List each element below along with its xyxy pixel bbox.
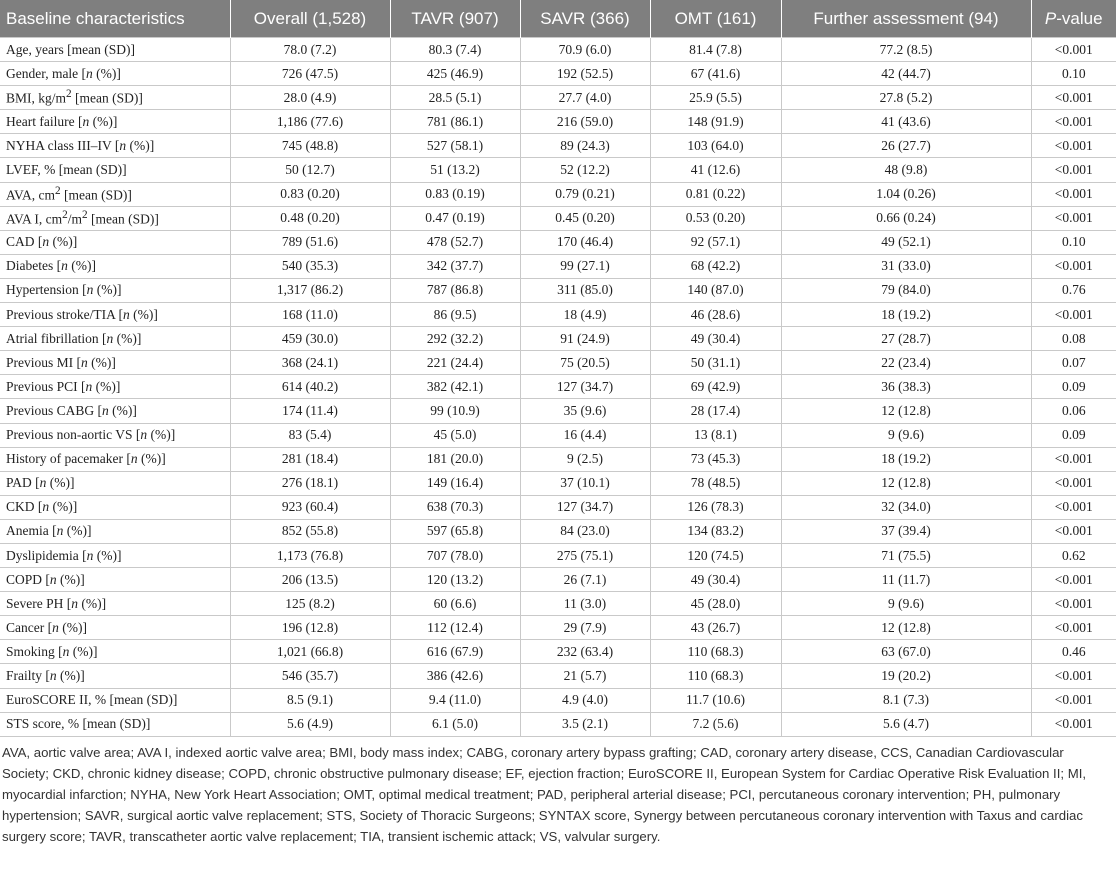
table-row [0, 351, 1116, 375]
table-cell: 73 (45.3) [650, 447, 781, 471]
table-cell: 1.04 (0.26) [781, 182, 1031, 206]
table-cell: 4.9 (4.0) [520, 688, 650, 712]
table-cell: 80.3 (7.4) [390, 38, 520, 62]
table-cell: 787 (86.8) [390, 278, 520, 302]
table-cell: 232 (63.4) [520, 640, 650, 664]
table-cell: 9 (9.6) [781, 592, 1031, 616]
row-label-cell: Previous CABG [n (%)] [0, 399, 230, 423]
table-cell: 9 (2.5) [520, 447, 650, 471]
table-cell: 0.53 (0.20) [650, 206, 781, 230]
table-cell: 127 (34.7) [520, 495, 650, 519]
table-cell: 43 (26.7) [650, 616, 781, 640]
table-cell: 26 (7.1) [520, 568, 650, 592]
table-footnote: AVA, aortic valve area; AVA I, indexed aortic valve area; BMI, body mass index; CABG, coronary artery bypass grafting; CAD, coronary artery disease, CCS, Canadian Cardiovascular Society; CKD, chronic kidney disease; COPD, chronic obstructive pulmonary disease; EF, ejection fraction; EuroSCORE II, European System for Cardiac Operative Risk Evaluation II; MI, myocardial infarction; NYHA, New York Heart Association; OMT, optimal medical treatment; PAD, peripheral arterial disease; PCI, percutaneous coronary intervention; PH, pulmonary hypertension; SAVR, surgical aortic valve replacement; STS, Society of Thoracic Surgeons; SYNTAX score, Synergy between percutaneous coronary intervention with Taxus and cardiac surgery score; TAVR, transcatheter aortic valve replacement; TIA, transient ischemic attack; VS, valvular surgery. [2, 744, 1087, 844]
table-cell: 745 (48.8) [230, 134, 390, 158]
table-cell: 9 (9.6) [781, 423, 1031, 447]
table-cell: 46 (28.6) [650, 303, 781, 327]
table-row [0, 640, 1116, 664]
table-cell: 0.47 (0.19) [390, 206, 520, 230]
table-cell: 540 (35.3) [230, 254, 390, 278]
table-cell: 12 (12.8) [781, 399, 1031, 423]
table-cell: 126 (78.3) [650, 495, 781, 519]
table-row [0, 182, 1116, 206]
row-label-cell: PAD [n (%)] [0, 471, 230, 495]
row-label-cell: NYHA class III–IV [n (%)] [0, 134, 230, 158]
table-cell: 275 (75.1) [520, 543, 650, 567]
table-cell: 49 (30.4) [650, 568, 781, 592]
table-cell: 45 (5.0) [390, 423, 520, 447]
row-label-cell: CAD [n (%)] [0, 230, 230, 254]
table-cell: 67 (41.6) [650, 62, 781, 86]
table-row [0, 447, 1116, 471]
header-tavr: TAVR (907) [390, 0, 520, 38]
table-cell: 42 (44.7) [781, 62, 1031, 86]
table-cell: <0.001 [1031, 495, 1116, 519]
table-row [0, 616, 1116, 640]
table-row [0, 423, 1116, 447]
table-cell: 110 (68.3) [650, 664, 781, 688]
table-row [0, 62, 1116, 86]
table-cell: 18 (19.2) [781, 447, 1031, 471]
row-label-cell: Heart failure [n (%)] [0, 110, 230, 134]
table-cell: 28.5 (5.1) [390, 86, 520, 110]
table-cell: 27.8 (5.2) [781, 86, 1031, 110]
table-cell: 37 (10.1) [520, 471, 650, 495]
header-overall: Overall (1,528) [230, 0, 390, 38]
table-cell: 36 (38.3) [781, 375, 1031, 399]
table-cell: <0.001 [1031, 134, 1116, 158]
row-label-cell: Dyslipidemia [n (%)] [0, 543, 230, 567]
table-row [0, 38, 1116, 62]
table-cell: 29 (7.9) [520, 616, 650, 640]
table-cell: 81.4 (7.8) [650, 38, 781, 62]
row-label-cell: Gender, male [n (%)] [0, 62, 230, 86]
table-cell: 16 (4.4) [520, 423, 650, 447]
table-row [0, 375, 1116, 399]
table-cell: 89 (24.3) [520, 134, 650, 158]
table-cell: 382 (42.1) [390, 375, 520, 399]
table-cell: 83 (5.4) [230, 423, 390, 447]
table-cell: 77.2 (8.5) [781, 38, 1031, 62]
table-cell: 11 (11.7) [781, 568, 1031, 592]
table-cell: 221 (24.4) [390, 351, 520, 375]
row-label-cell: Previous MI [n (%)] [0, 351, 230, 375]
table-cell: 7.2 (5.6) [650, 712, 781, 736]
table-cell: 789 (51.6) [230, 230, 390, 254]
table-cell: 32 (34.0) [781, 495, 1031, 519]
table-cell: 22 (23.4) [781, 351, 1031, 375]
table-cell: <0.001 [1031, 664, 1116, 688]
row-label-cell: CKD [n (%)] [0, 495, 230, 519]
table-cell: 170 (46.4) [520, 230, 650, 254]
table-cell: <0.001 [1031, 688, 1116, 712]
table-cell: 0.83 (0.19) [390, 182, 520, 206]
table-cell: 616 (67.9) [390, 640, 520, 664]
table-cell: 35 (9.6) [520, 399, 650, 423]
row-label-cell: Severe PH [n (%)] [0, 592, 230, 616]
table-row [0, 303, 1116, 327]
table-cell: 12 (12.8) [781, 616, 1031, 640]
header-baseline-characteristics: Baseline characteristics [0, 0, 230, 38]
table-cell: 368 (24.1) [230, 351, 390, 375]
table-cell: 276 (18.1) [230, 471, 390, 495]
table-cell: 478 (52.7) [390, 230, 520, 254]
table-cell: 78.0 (7.2) [230, 38, 390, 62]
table-cell: <0.001 [1031, 158, 1116, 182]
table-cell: 0.62 [1031, 543, 1116, 567]
table-row [0, 471, 1116, 495]
row-label-cell: Cancer [n (%)] [0, 616, 230, 640]
table-cell: 78 (48.5) [650, 471, 781, 495]
table-cell: 148 (91.9) [650, 110, 781, 134]
table-cell: <0.001 [1031, 592, 1116, 616]
table-cell: 21 (5.7) [520, 664, 650, 688]
table-cell: <0.001 [1031, 447, 1116, 471]
table-cell: 8.5 (9.1) [230, 688, 390, 712]
table-cell: 51 (13.2) [390, 158, 520, 182]
table-cell: 68 (42.2) [650, 254, 781, 278]
table-cell: 597 (65.8) [390, 519, 520, 543]
table-cell: 31 (33.0) [781, 254, 1031, 278]
table-cell: 27.7 (4.0) [520, 86, 650, 110]
table-cell: 192 (52.5) [520, 62, 650, 86]
table-cell: 0.48 (0.20) [230, 206, 390, 230]
table-cell: 281 (18.4) [230, 447, 390, 471]
table-row [0, 495, 1116, 519]
table-cell: 0.07 [1031, 351, 1116, 375]
table-cell: 45 (28.0) [650, 592, 781, 616]
table-cell: 726 (47.5) [230, 62, 390, 86]
row-label-cell: Previous non-aortic VS [n (%)] [0, 423, 230, 447]
table-cell: 127 (34.7) [520, 375, 650, 399]
table-cell: 1,317 (86.2) [230, 278, 390, 302]
table-cell: 49 (30.4) [650, 327, 781, 351]
table-cell: 174 (11.4) [230, 399, 390, 423]
table-row [0, 592, 1116, 616]
table-cell: 0.45 (0.20) [520, 206, 650, 230]
table-row [0, 110, 1116, 134]
table-cell: 50 (12.7) [230, 158, 390, 182]
table-cell: 5.6 (4.7) [781, 712, 1031, 736]
table-cell: 0.06 [1031, 399, 1116, 423]
table-cell: 342 (37.7) [390, 254, 520, 278]
table-cell: 28.0 (4.9) [230, 86, 390, 110]
table-cell: 84 (23.0) [520, 519, 650, 543]
table-cell: 48 (9.8) [781, 158, 1031, 182]
table-row [0, 568, 1116, 592]
table-cell: <0.001 [1031, 303, 1116, 327]
table-cell: 11.7 (10.6) [650, 688, 781, 712]
table-cell: 18 (19.2) [781, 303, 1031, 327]
row-label-cell: Hypertension [n (%)] [0, 278, 230, 302]
table-cell: 707 (78.0) [390, 543, 520, 567]
table-cell: 0.10 [1031, 62, 1116, 86]
table-cell: 60 (6.6) [390, 592, 520, 616]
table-cell: 99 (27.1) [520, 254, 650, 278]
row-label-cell: Previous PCI [n (%)] [0, 375, 230, 399]
table-cell: <0.001 [1031, 110, 1116, 134]
table-cell: 19 (20.2) [781, 664, 1031, 688]
table-cell: 1,186 (77.6) [230, 110, 390, 134]
table-cell: 86 (9.5) [390, 303, 520, 327]
header-omt: OMT (161) [650, 0, 781, 38]
table-cell: <0.001 [1031, 568, 1116, 592]
table-cell: 0.09 [1031, 423, 1116, 447]
row-label-cell: COPD [n (%)] [0, 568, 230, 592]
table-cell: 27 (28.7) [781, 327, 1031, 351]
table-row [0, 543, 1116, 567]
row-label-cell: Atrial fibrillation [n (%)] [0, 327, 230, 351]
table-row [0, 206, 1116, 230]
table-row [0, 327, 1116, 351]
table-cell: 110 (68.3) [650, 640, 781, 664]
table-cell: 386 (42.6) [390, 664, 520, 688]
table-cell: 781 (86.1) [390, 110, 520, 134]
table-cell: 0.81 (0.22) [650, 182, 781, 206]
table-cell: 0.66 (0.24) [781, 206, 1031, 230]
table-cell: 216 (59.0) [520, 110, 650, 134]
table-cell: 28 (17.4) [650, 399, 781, 423]
table-cell: 120 (74.5) [650, 543, 781, 567]
table-cell: <0.001 [1031, 616, 1116, 640]
table-cell: <0.001 [1031, 471, 1116, 495]
table-cell: 25.9 (5.5) [650, 86, 781, 110]
row-label-cell: Previous stroke/TIA [n (%)] [0, 303, 230, 327]
table-cell: 92 (57.1) [650, 230, 781, 254]
table-cell: 852 (55.8) [230, 519, 390, 543]
table-cell: 99 (10.9) [390, 399, 520, 423]
table-cell: 8.1 (7.3) [781, 688, 1031, 712]
table-cell: 0.83 (0.20) [230, 182, 390, 206]
table-cell: 49 (52.1) [781, 230, 1031, 254]
table-row [0, 86, 1116, 110]
table-row [0, 278, 1116, 302]
table-cell: <0.001 [1031, 38, 1116, 62]
table-cell: 26 (27.7) [781, 134, 1031, 158]
table-cell: 11 (3.0) [520, 592, 650, 616]
table-body [0, 38, 1116, 737]
table-row [0, 399, 1116, 423]
table-cell: <0.001 [1031, 712, 1116, 736]
table-cell: 140 (87.0) [650, 278, 781, 302]
table-row [0, 688, 1116, 712]
table-cell: 425 (46.9) [390, 62, 520, 86]
row-label-cell: Age, years [mean (SD)] [0, 38, 230, 62]
table-cell: 112 (12.4) [390, 616, 520, 640]
table-cell: 206 (13.5) [230, 568, 390, 592]
row-label-cell: History of pacemaker [n (%)] [0, 447, 230, 471]
table-cell: 120 (13.2) [390, 568, 520, 592]
table-cell: 0.76 [1031, 278, 1116, 302]
table-cell: 923 (60.4) [230, 495, 390, 519]
table-cell: 41 (43.6) [781, 110, 1031, 134]
table-cell: 311 (85.0) [520, 278, 650, 302]
row-label-cell: EuroSCORE II, % [mean (SD)] [0, 688, 230, 712]
table-cell: 546 (35.7) [230, 664, 390, 688]
table-cell: 18 (4.9) [520, 303, 650, 327]
table-cell: 149 (16.4) [390, 471, 520, 495]
row-label-cell: AVA, $cm^2$ [mean (SD)] [0, 182, 230, 206]
table-cell: 0.09 [1031, 375, 1116, 399]
table-cell: 71 (75.5) [781, 543, 1031, 567]
row-label-cell: Smoking [n (%)] [0, 640, 230, 664]
table-header-row [0, 0, 1116, 38]
table-cell: 69 (42.9) [650, 375, 781, 399]
header-further-assessment: Further assessment (94) [781, 0, 1031, 38]
table-cell: 52 (12.2) [520, 158, 650, 182]
table-cell: 91 (24.9) [520, 327, 650, 351]
table-row [0, 230, 1116, 254]
table-cell: 181 (20.0) [390, 447, 520, 471]
table-cell: <0.001 [1031, 519, 1116, 543]
row-label-cell: AVA I, $cm^2/m^2$ [mean (SD)] [0, 206, 230, 230]
table-cell: 168 (11.0) [230, 303, 390, 327]
table-cell: 1,173 (76.8) [230, 543, 390, 567]
table-cell: 37 (39.4) [781, 519, 1031, 543]
table-cell: 75 (20.5) [520, 351, 650, 375]
table-cell: <0.001 [1031, 182, 1116, 206]
table-cell: 292 (32.2) [390, 327, 520, 351]
table-cell: 63 (67.0) [781, 640, 1031, 664]
table-cell: 0.46 [1031, 640, 1116, 664]
table-cell: 196 (12.8) [230, 616, 390, 640]
table-row [0, 712, 1116, 736]
table-cell: 614 (40.2) [230, 375, 390, 399]
table-row [0, 254, 1116, 278]
table-cell: 459 (30.0) [230, 327, 390, 351]
table-row [0, 519, 1116, 543]
table-row [0, 664, 1116, 688]
row-label-cell: BMI, $kg/m^2$ [mean (SD)] [0, 86, 230, 110]
table-cell: 50 (31.1) [650, 351, 781, 375]
table-cell: <0.001 [1031, 86, 1116, 110]
table-cell: 134 (83.2) [650, 519, 781, 543]
table-row [0, 134, 1116, 158]
table-cell: 1,021 (66.8) [230, 640, 390, 664]
table-cell: 41 (12.6) [650, 158, 781, 182]
table-cell: <0.001 [1031, 254, 1116, 278]
table-row [0, 158, 1116, 182]
row-label-cell: Diabetes [n (%)] [0, 254, 230, 278]
row-label-cell: Frailty [n (%)] [0, 664, 230, 688]
table-cell: 3.5 (2.1) [520, 712, 650, 736]
row-label-cell: Anemia [n (%)] [0, 519, 230, 543]
row-label-cell: LVEF, % [mean (SD)] [0, 158, 230, 182]
table-cell: 527 (58.1) [390, 134, 520, 158]
table-cell: 5.6 (4.9) [230, 712, 390, 736]
header-p-value: P-value [1031, 0, 1116, 38]
table-cell: 6.1 (5.0) [390, 712, 520, 736]
table-cell: 0.79 (0.21) [520, 182, 650, 206]
table-cell: 103 (64.0) [650, 134, 781, 158]
table-cell: 638 (70.3) [390, 495, 520, 519]
table-cell: <0.001 [1031, 206, 1116, 230]
table-cell: 79 (84.0) [781, 278, 1031, 302]
table-cell: 0.08 [1031, 327, 1116, 351]
header-savr: SAVR (366) [520, 0, 650, 38]
row-label-cell: STS score, % [mean (SD)] [0, 712, 230, 736]
table-cell: 125 (8.2) [230, 592, 390, 616]
table-cell: 0.10 [1031, 230, 1116, 254]
table-cell: 12 (12.8) [781, 471, 1031, 495]
table-cell: 70.9 (6.0) [520, 38, 650, 62]
table-cell: 13 (8.1) [650, 423, 781, 447]
table-cell: 9.4 (11.0) [390, 688, 520, 712]
